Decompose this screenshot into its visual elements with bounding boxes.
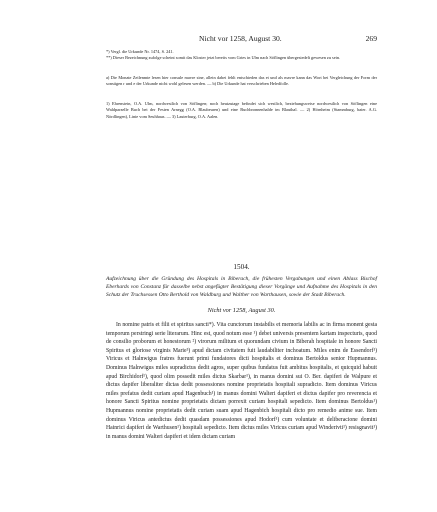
footnote: a) Die Monate Zeilenmte lesen hier consule mavre sine, allein dabei fehlt entschieden das et und als mavre kann das Wort bei Vergleichung der Form der sonstigen r und e der Urkunde nicht wohl gelesen werden. — b) Die Urkunde hat verschrieben Heledfolle.: [106, 75, 377, 87]
charter-paragraph: In nomine patris et filii et spiritus sancti*). Vita cunctorum instabilis et memoria labilis ac in firma monent gesta temporum perstringi serie literarum. Hinc est, quod notum esse ¹) debet universis presentem kartam inspecturis, quod de consilio proborum et honestorum ²) virorum militum et quorundam civium in Biberah hospitale in honore Sancti Spiritus et gloriose virginis Marie³) apud dictam civitatem fuit laudabiliter inchoatum. Miles enim de Essendorf¹) Viricus et Halnwigus fratres fuerunt primi fundatores dicti hospitalis et dominus Bertoldus senior Hupmannus. Dominus Halnwigus miles supradictus dedit agros, super quibus fundatus fuit ambitus hospitalis, et quicquid habuit apud Birchidorf¹), quod olim possedit miles dictus Skarbar¹), in manus domini sui O. Ber. dapiferi de Walpure et dictus dapifer liberaliter dictas dedit possessiones nomine proprietatis hospitali supradicto. Item dominus Viricus miles prefatus dedit curiam apud Hagenbuch¹) in manus domini Walteri dapiferi et dictus dapifer pro reverencia et honore Sancti Spiritus nomine proprietatis dictam porrexit curiam hospitali sepedicto. Item dominus Bertoldus¹) Hupmannus nomine proprietatis dedit curiam suam apud Hagenbich hospitali dicto pro remedio anime sue. Item dominus Viricus antedictus dedit quasdam possessiones apud Hodorf¹) cum voluntate et deliberacione domini Hainrici dapiferi de Warthusen¹) hospitali sepedicto. Item dictus miles Viricus curiam apud Winderivti¹) resisgnavit¹) in manus domini Walteri dapiferi et idem dictam curiam: [106, 322, 377, 440]
page-number: 269: [365, 34, 377, 43]
footnote: *) Vergl. die Urkunde Nr. 1474, S. 241.: [106, 49, 174, 54]
footnotes-star: [106, 49, 377, 62]
regest-summary: [106, 275, 377, 300]
charter-body: [106, 321, 377, 441]
dateline: Nicht vor 1258, August 30.: [207, 307, 276, 314]
footnotes-letter: [106, 75, 377, 88]
document-number: 1504.: [233, 263, 250, 271]
footnote: 1) Ehrenstein, O.A. Ulm, nordwestlich von Söflingen; noch heutzutage befindet sich westlich, beziehungsweise nordwestlich von Söflingen eine Waldparzelle Buch bei der Festen Arnegg (O.A. Blaubeuren) und eine Buchbronnenhalde im Blauthal. — 2) Hörnheim (Stammburg, baier. A.G. Nördlingen), Linie vom Seuhhaus. — 3) Lauterburg, O.A. Aalen.: [106, 101, 377, 119]
running-title: Nicht vor 1258, August 30.: [199, 34, 282, 43]
footnote: **) Dieser Bezeichnung zufolge scheint somit das Kloster jetzt bereits vom Gries in Ulm nach Söflingen übergesiedelt gewesen zu sein.: [106, 55, 341, 61]
footnotes-numbered: [106, 101, 377, 120]
page-header: [106, 34, 377, 44]
regest-text: Aufzeichnung über die Gründung des Hospitals in Biberach, die frühesten Vergabungen und einen Ablass Bischof Eberhards von Constanz für dasselbe nebst angefügter Bestätigung dieser Vorgänge und Aufnahme des Hospitals in den Schutz der Truchsessen Otto Berthold von Waldburg und Walther von Warthausen, sowie der Stadt Biberach.: [106, 276, 377, 299]
